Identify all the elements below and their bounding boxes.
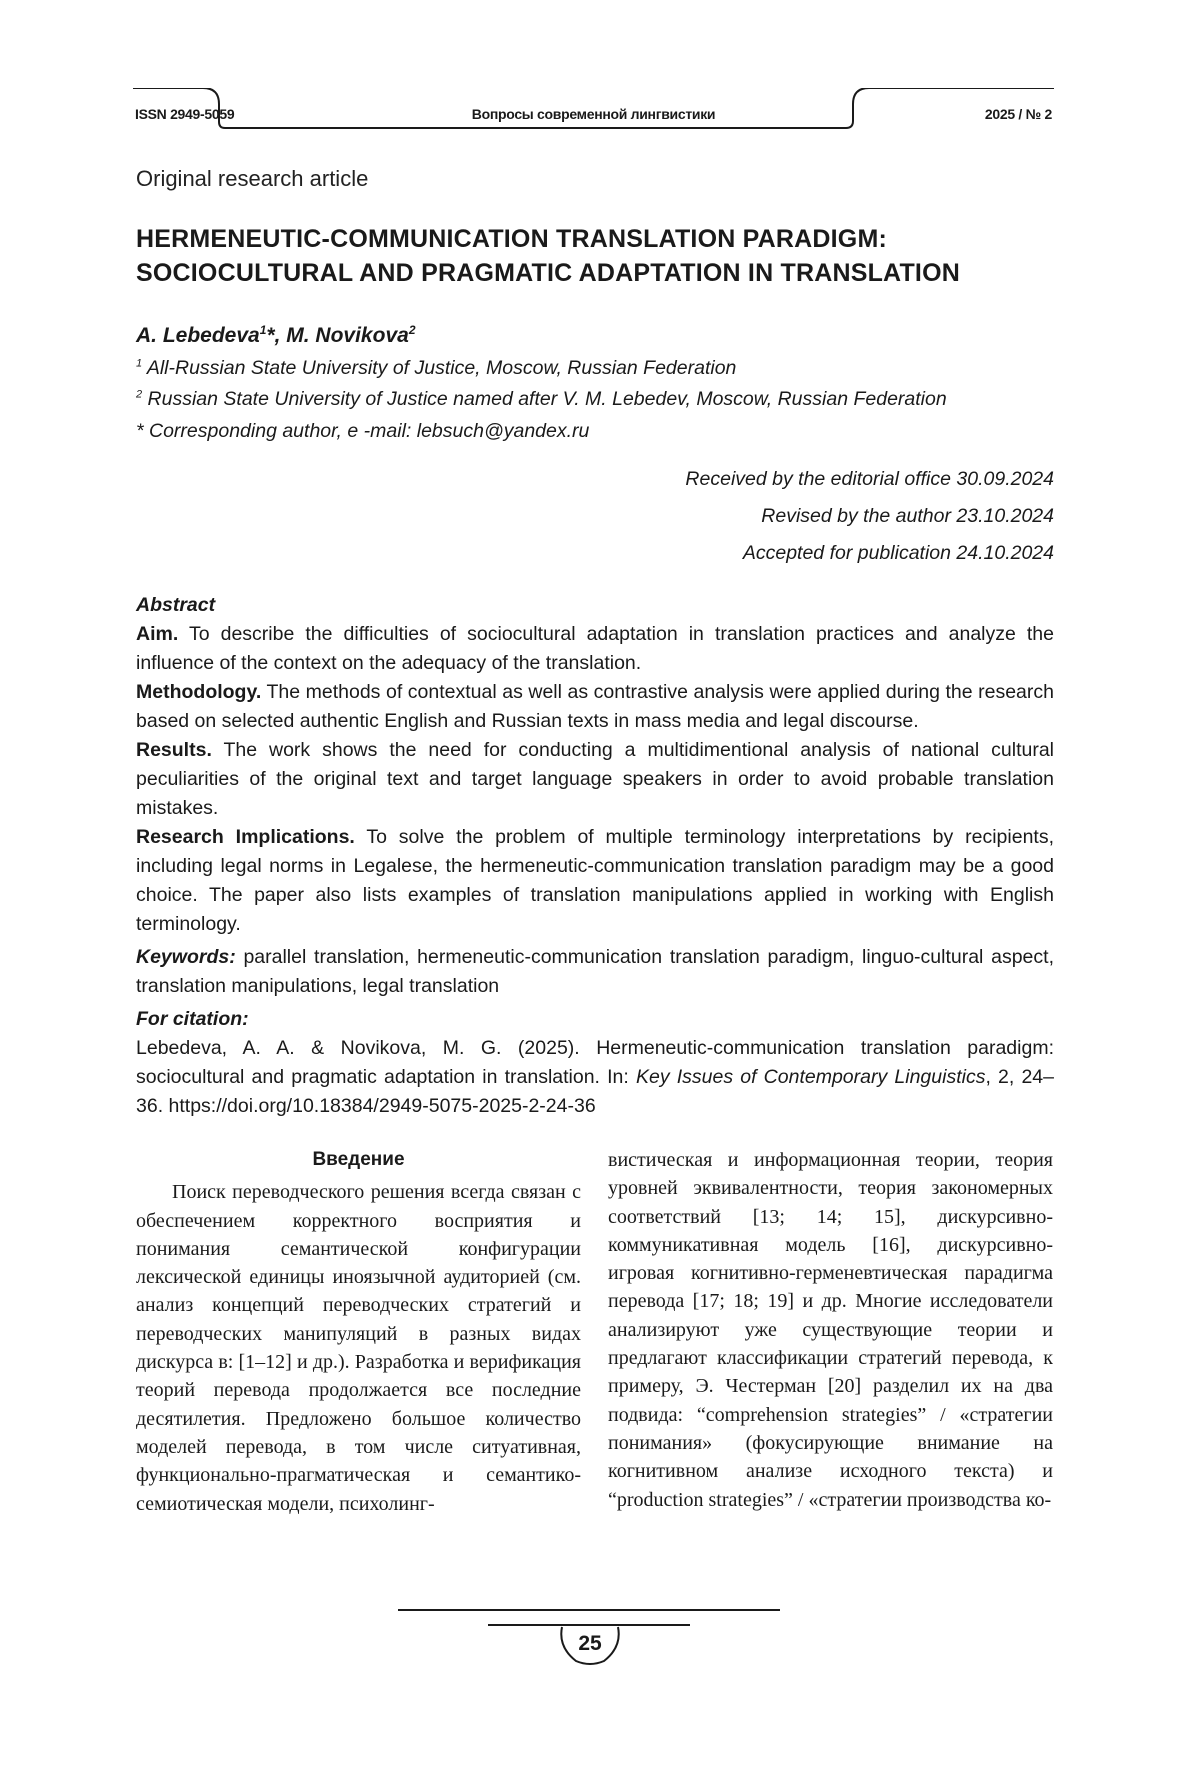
methodology-text: The methods of contextual as well as contrastive analysis were applied during the research based on selected authentic English and Russian texts in mass media and legal discourse. — [136, 681, 1054, 732]
journal-name: Вопросы современной лингвистики — [471, 106, 716, 122]
article-title — [136, 222, 1056, 290]
results-text: The work shows the need for conducting a multidimentional analysis of national cultural peculiarities of the original text and target language speakers in order to avoid probable translation mistakes. — [136, 739, 1054, 819]
keywords — [136, 943, 1054, 1001]
affiliation-2-text: Russian State University of Justice named after V. M. Lebedev, Moscow, Russian Federation — [142, 388, 947, 410]
body-column-left — [136, 1146, 581, 1518]
aim-text: To describe the difficulties of sociocultural adaptation in translation practices and analyze the influence of the context on the adequacy of the translation. — [136, 623, 1054, 674]
abstract-methodology — [136, 678, 1054, 736]
citation-doi: , 2, 24–36. https://doi.org/10.18384/2949-5075-2025-2-24-36 — [136, 1066, 1054, 1117]
title-line-1: HERMENEUTIC-COMMUNICATION TRANSLATION PARADIGM: — [136, 225, 888, 253]
body-paragraph-left: Поиск переводческого решения всегда связан с обеспечением корректного восприятия и понимания семантической конфигурации лексической единицы иноязычной аудиторией (см. анализ концепций переводческих стратегий и переводческих манипуляций в разных видах дискурса в: [1–12] и др.). Разработка и верификация теорий перевода продолжается все последние десятилетия. Предложено большое количество моделей перевода, в том числе ситуативная, функционально-прагматическая и семантико-семиотическая модели, психолинг- — [136, 1181, 581, 1515]
corresponding-author: * Corresponding author, e -mail: lebsuch@yandex.ru — [136, 420, 590, 442]
abstract-implications — [136, 823, 1054, 939]
author-separator: , — [274, 324, 287, 347]
section-heading-introduction: Введение — [312, 1149, 405, 1170]
citation-journal: Key Issues of Contemporary Linguistics — [635, 1066, 986, 1088]
page-number-badge — [556, 1625, 624, 1667]
keywords-label: Keywords: — [136, 946, 236, 968]
running-header — [133, 88, 1054, 144]
citation-text: Lebedeva, A. A. & Novikova, M. G. (2025). Hermeneutic-communication translation paradigm: sociocultural and pragmatic adaptation in translation. In: — [136, 1037, 1054, 1088]
aim-label: Aim. — [136, 623, 179, 645]
citation-heading: For citation: — [136, 1008, 249, 1030]
abstract-heading: Abstract — [136, 594, 216, 616]
affiliation-1-mark: 1 — [136, 357, 143, 370]
author-1-affiliation-mark: 1 — [259, 323, 267, 337]
keywords-text: parallel translation, hermeneutic-communication translation paradigm, linguo-cultural aspect, translation manipulations, legal translation — [136, 946, 1054, 997]
footer-rule-top — [398, 1609, 780, 1611]
corresponding-mark: * — [266, 324, 275, 347]
author-2-affiliation-mark: 2 — [408, 323, 416, 337]
methodology-label: Methodology. — [136, 681, 262, 703]
implications-label: Research Implications. — [136, 826, 355, 848]
citation — [136, 1034, 1054, 1121]
page-number: 25 — [578, 1632, 602, 1655]
authors — [136, 323, 416, 348]
article-type: Original research article — [136, 166, 369, 191]
affiliation-1-text: All-Russian State University of Justice, Moscow, Russian Federation — [142, 357, 737, 379]
implications-text: To solve the problem of multiple terminology interpretations by recipients, including legal norms in Legalese, the hermeneutic-communication translation paradigm may be a good choice. The paper also lists examples of translation manipulations applied in working with English terminology. — [136, 826, 1054, 935]
issn: ISSN 2949-5059 — [135, 106, 235, 122]
issue-number: 2025 / № 2 — [984, 106, 1052, 122]
abstract — [136, 591, 1054, 1121]
author-1: A. Lebedeva — [136, 324, 260, 347]
affiliation-2 — [136, 388, 947, 411]
affiliation-1 — [136, 357, 736, 380]
results-label: Results. — [136, 739, 212, 761]
affiliation-2-mark: 2 — [136, 388, 143, 401]
author-2: M. Novikova — [286, 324, 409, 347]
accepted-date: Accepted for publication 24.10.2024 — [742, 542, 1054, 564]
abstract-results — [136, 736, 1054, 823]
received-date: Received by the editorial office 30.09.2024 — [685, 468, 1054, 490]
body-paragraph-right: вистическая и информационная теории, теория уровней эквивалентности, теория закономерных соответствий [13; 14; 15], дискурсивно-коммуникативная модель [16], дискурсивно-игровая когнитивно-герменевтическая парадигма перевода [17; 18; 19] и др. Многие исследователи анализируют уже существующие теории и предлагают классификации стратегий перевода, к примеру, Э. Честерман [20] разделил их на два подвида: “comprehension strategies” / «стратегии понимания» (фокусирующие внимание на когнитивном анализе исходного текста) и “production strategies” / «стратегии производства ко- — [608, 1149, 1053, 1511]
abstract-aim — [136, 620, 1054, 678]
title-line-2: SOCIOCULTURAL AND PRAGMATIC ADAPTATION IN TRANSLATION — [136, 259, 960, 287]
revised-date: Revised by the author 23.10.2024 — [761, 505, 1054, 527]
body-column-right — [608, 1146, 1053, 1514]
